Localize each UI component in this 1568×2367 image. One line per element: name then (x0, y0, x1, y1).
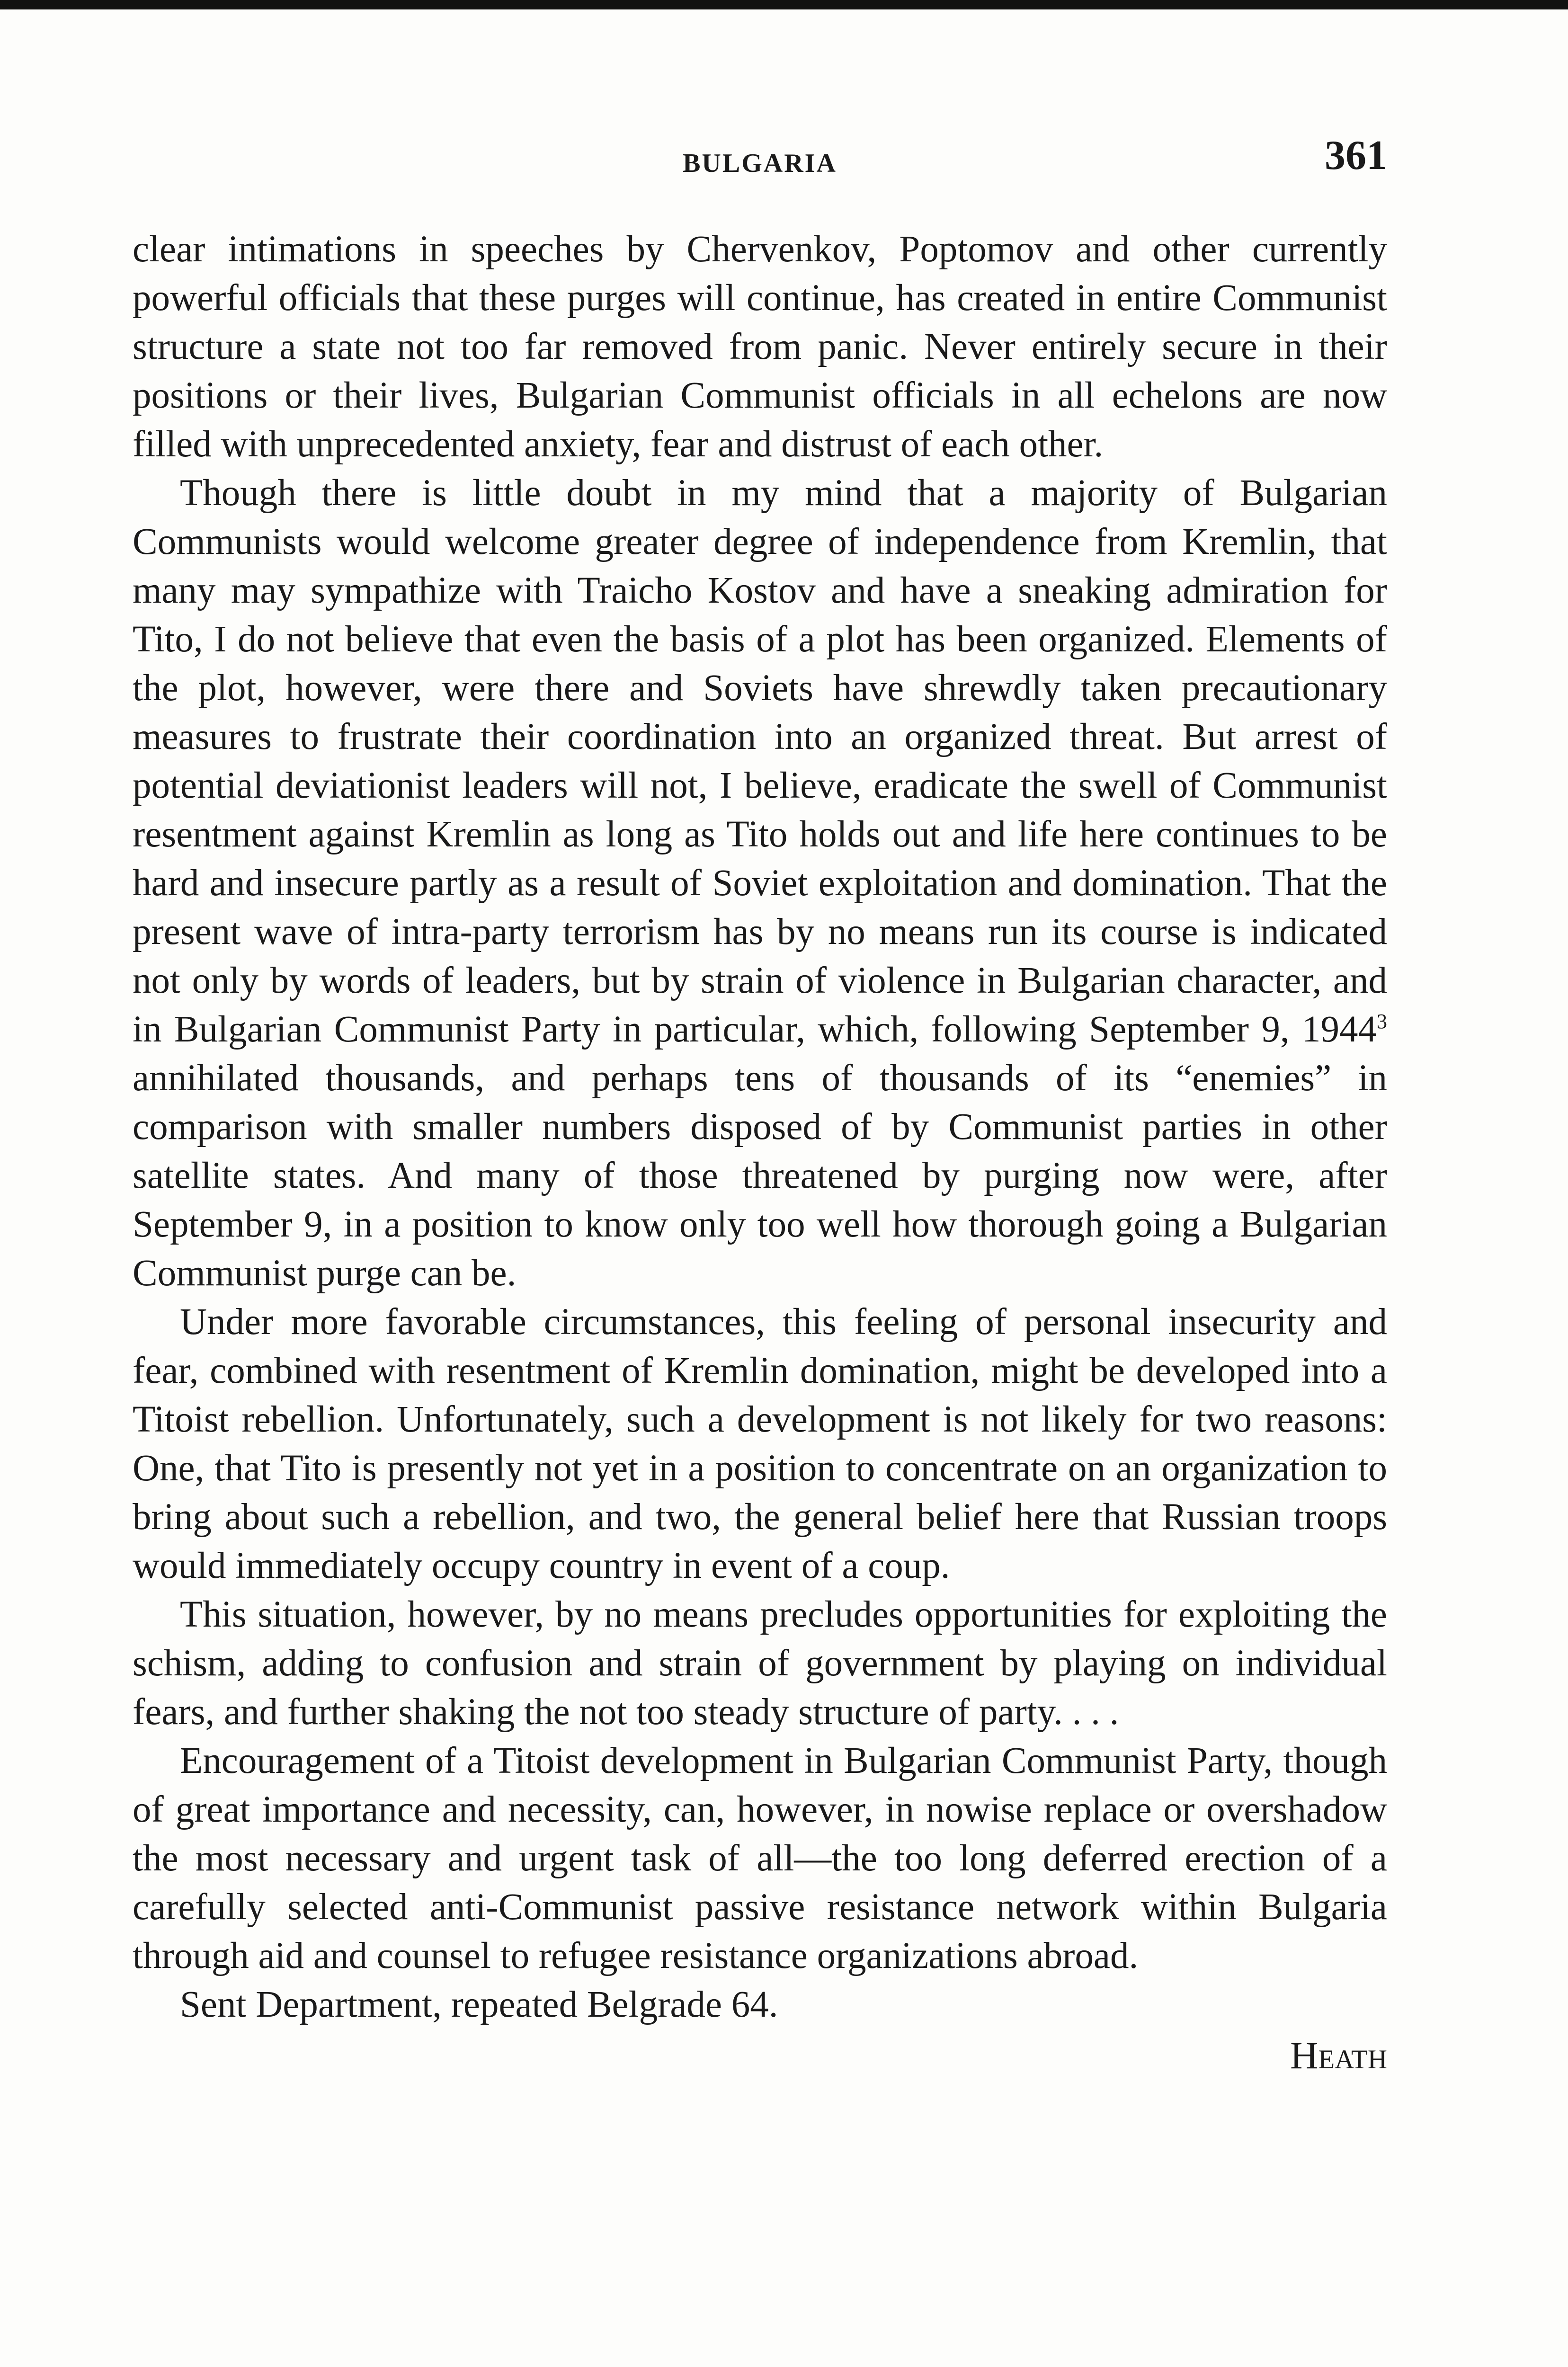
body-text (133, 225, 1387, 2080)
top-border-rule (0, 0, 1568, 9)
running-head: BULGARIA (683, 149, 837, 178)
page-header (133, 127, 1387, 193)
page-number: 361 (1325, 133, 1387, 178)
paragraph-2-text-a: Though there is little doubt in my mind that a majority of Bulgarian Communists would welcome greater degree of independence from Kremlin, that many may sympathize with Traicho Kostov and have a sneaking admiration for Tito, I do not believe that even the basis of a plot has been organized. Elements of the plot, however, were there and Soviets have shrewdly taken precautionary measures to frustrate their coordination into an organized threat. But arrest of potential deviationist leaders will not, I believe, eradicate the swell of Communist resentment against Kremlin as long as Tito holds out and life here continues to be hard and insecure partly as a result of Soviet exploitation and domination. That the present wave of intra-party terrorism has by no means run its course is indicated not only by words of leaders, but by strain of violence in Bulgarian character, and in Bulgarian Communist Party in particular, which, following September 9, 1944 (133, 472, 1387, 1050)
paragraph-2-text-b: annihilated thousands, and perhaps tens of thousands of its “enemies” in comparison with smaller numbers disposed of by Communist parties in other satellite states. And many of those threatened by purging now were, after September 9, in a position to know only too well how thorough going a Bulgarian Communist purge can be. (133, 1058, 1387, 1294)
footnote-reference: 3 (1377, 1010, 1387, 1033)
signature: Heath (1290, 2034, 1387, 2077)
paragraph-2 (133, 469, 1387, 1298)
paragraph-3: Under more favorable circumstances, this feeling of personal insecurity and fear, combined with resentment of Kremlin domination, might be developed into a Titoist rebellion. Unfortunately, such a development is not likely for two reasons: One, that Tito is presently not yet in a position to concentrate on an organization to bring about such a rebellion, and two, the general belief here that Russian troops would immediately occupy country in event of a coup. (133, 1301, 1387, 1586)
paragraph-4: This situation, however, by no means precludes opportunities for exploiting the schism, adding to confusion and strain of government by playing on individual fears, and further shaking the not too steady structure of party. . . . (133, 1594, 1387, 1733)
paragraph-1: clear intimations in speeches by Chervenkov, Poptomov and other currently powerful officials that these purges will continue, has created in entire Communist structure a state not too far removed from panic. Never entirely secure in their positions or their lives, Bulgarian Communist officials in all echelons are now filled with unprecedented anxiety, fear and distrust of each other. (133, 229, 1387, 465)
paragraph-6: Sent Department, repeated Belgrade 64. (180, 1984, 778, 2025)
paragraph-5: Encouragement of a Titoist development in Bulgarian Communist Party, though of great importance and necessity, can, however, in nowise replace or overshadow the most necessary and urgent task of all—the too long deferred erection of a carefully selected anti-Communist passive resistance network within Bulgaria through aid and counsel to refugee resistance organizations abroad. (133, 1740, 1387, 1976)
